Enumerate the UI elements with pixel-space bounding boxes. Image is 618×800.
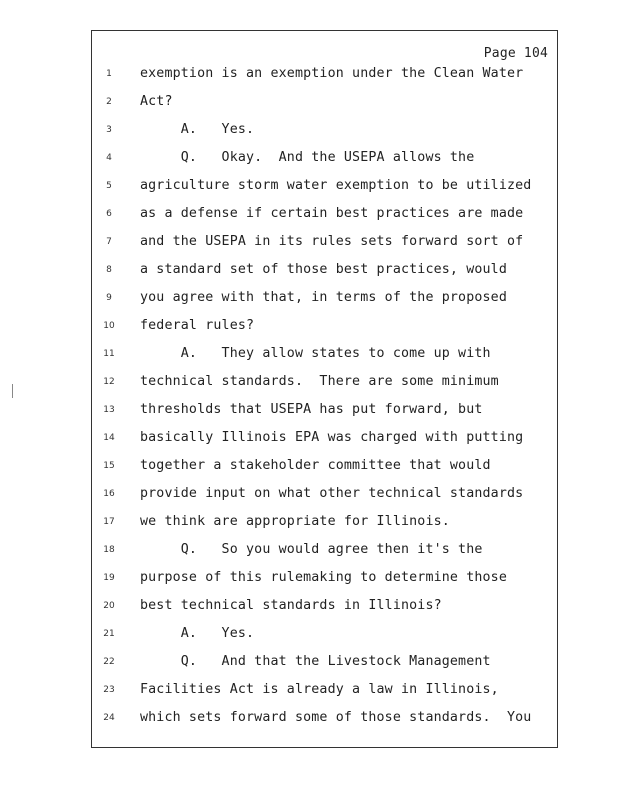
line-text: Facilities Act is already a law in Illinois, — [140, 682, 499, 697]
line-text: Q. So you would agree then it's the — [140, 542, 483, 557]
line-number: 22 — [103, 657, 115, 667]
line-number: 12 — [103, 377, 115, 387]
line-number: 5 — [106, 181, 112, 191]
line-number: 11 — [103, 349, 115, 359]
line-text: technical standards. There are some minimum — [140, 374, 499, 389]
line-text: A. They allow states to come up with — [140, 346, 491, 361]
line-text: provide input on what other technical standards — [140, 486, 524, 501]
line-number: 6 — [106, 209, 112, 219]
line-text: exemption is an exemption under the Clean Water — [140, 66, 524, 81]
transcript-line — [0, 486, 618, 506]
line-text: federal rules? — [140, 318, 255, 333]
line-text: agriculture storm water exemption to be utilized — [140, 178, 532, 193]
line-number: 13 — [103, 405, 115, 415]
transcript-line — [0, 654, 618, 674]
line-number: 19 — [103, 573, 115, 583]
transcript-line — [0, 710, 618, 730]
line-text: as a defense if certain best practices are made — [140, 206, 524, 221]
line-number: 4 — [106, 153, 112, 163]
line-number: 21 — [103, 629, 115, 639]
line-text: Q. Okay. And the USEPA allows the — [140, 150, 475, 165]
transcript-line — [0, 346, 618, 366]
line-text: together a stakeholder committee that would — [140, 458, 491, 473]
transcript-line — [0, 122, 618, 142]
line-text: A. Yes. — [140, 122, 255, 137]
transcript-line — [0, 206, 618, 226]
transcript-line — [0, 682, 618, 702]
line-text: you agree with that, in terms of the proposed — [140, 290, 507, 305]
transcript-line — [0, 66, 618, 86]
transcript-line — [0, 598, 618, 618]
line-text: purpose of this rulemaking to determine those — [140, 570, 507, 585]
line-number: 9 — [106, 293, 112, 303]
transcript-line — [0, 94, 618, 114]
line-text: a standard set of those best practices, would — [140, 262, 507, 277]
transcript-line — [0, 262, 618, 282]
line-text: thresholds that USEPA has put forward, but — [140, 402, 483, 417]
transcript-line — [0, 374, 618, 394]
transcript-line — [0, 178, 618, 198]
transcript-line — [0, 542, 618, 562]
page-number: Page 104 — [483, 46, 548, 61]
line-number: 15 — [103, 461, 115, 471]
line-number: 18 — [103, 545, 115, 555]
line-number: 16 — [103, 489, 115, 499]
line-text: best technical standards in Illinois? — [140, 598, 442, 613]
line-number: 20 — [103, 601, 115, 611]
transcript-line — [0, 150, 618, 170]
line-text: basically Illinois EPA was charged with putting — [140, 430, 524, 445]
line-text: we think are appropriate for Illinois. — [140, 514, 450, 529]
transcript-line — [0, 318, 618, 338]
line-number: 14 — [103, 433, 115, 443]
line-number: 3 — [106, 125, 112, 135]
transcript-line — [0, 626, 618, 646]
transcript-line — [0, 514, 618, 534]
line-text: A. Yes. — [140, 626, 255, 641]
line-number: 17 — [103, 517, 115, 527]
line-text: which sets forward some of those standards. You — [140, 710, 532, 725]
line-text: and the USEPA in its rules sets forward sort of — [140, 234, 524, 249]
line-number: 8 — [106, 265, 112, 275]
transcript-line — [0, 402, 618, 422]
line-number: 24 — [103, 713, 115, 723]
transcript-line — [0, 570, 618, 590]
line-text: Act? — [140, 94, 173, 109]
line-number: 7 — [106, 237, 112, 247]
transcript-line — [0, 290, 618, 310]
transcript-line — [0, 430, 618, 450]
line-number: 10 — [103, 321, 115, 331]
line-text: Q. And that the Livestock Management — [140, 654, 491, 669]
line-number: 23 — [103, 685, 115, 695]
transcript-line — [0, 234, 618, 254]
line-number: 2 — [106, 97, 112, 107]
line-number: 1 — [106, 69, 112, 79]
transcript-line — [0, 458, 618, 478]
